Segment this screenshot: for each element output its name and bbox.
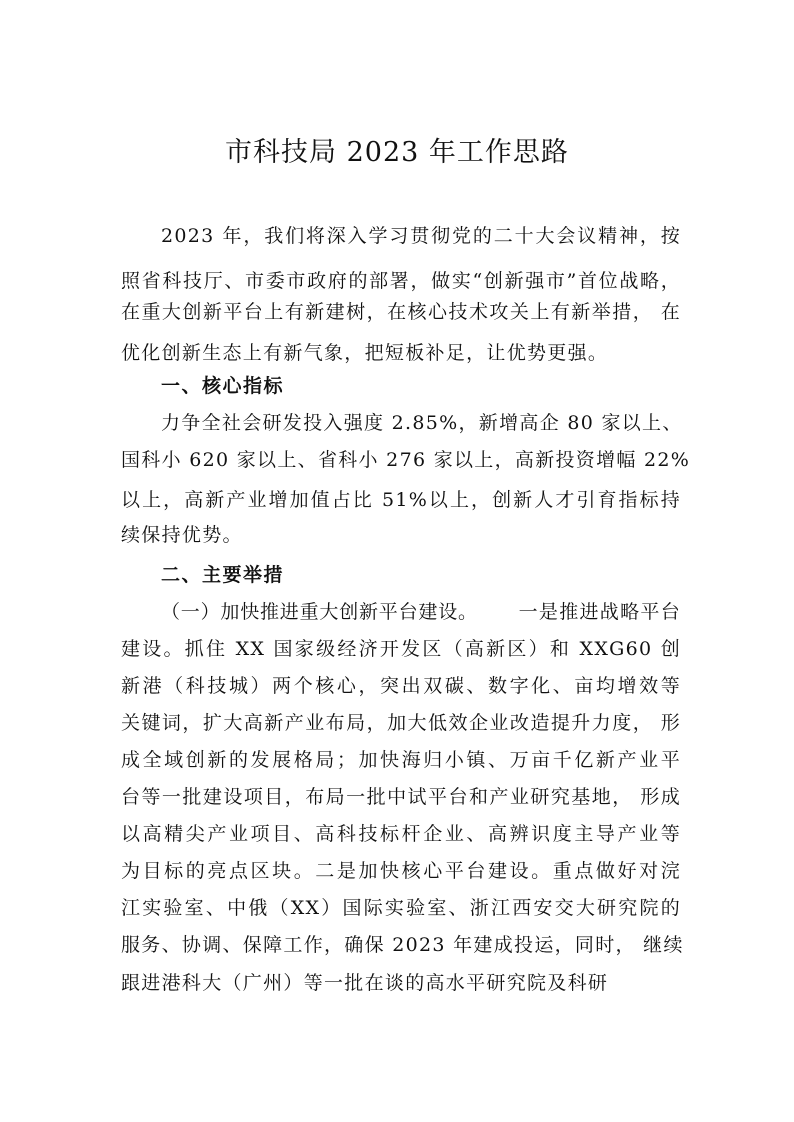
page-title: 市科技局 2023 年工作思路	[225, 137, 569, 168]
section2-line-6: 台等一批建设项目，布局一批中试平台和产业研究基地， 形成	[121, 786, 681, 808]
section2-line-11: 跟进港科大（广州）等一批在谈的高水平研究院及科研	[121, 972, 609, 994]
section2-line-7: 以高精尖产业项目、高科技标杆企业、高辨识度主导产业等	[121, 823, 681, 845]
section2-line-1-text: 一是推进战略平台	[518, 601, 681, 623]
intro-line-1: 2023 年，我们将深入学习贯彻党的二十大会议精神，按	[161, 225, 681, 247]
section2-line-4: 关键词，扩大高新产业布局，加大低效企业改造提升力度， 形	[121, 712, 681, 734]
section2-line-1	[161, 597, 681, 627]
intro-line-4: 优化创新生态上有新气象，把短板补足，让优势更强。	[121, 342, 609, 364]
section2-line-3: 新港（科技城）两个核心，突出双碳、数字化、亩均增效等	[121, 675, 681, 697]
subsection-heading: （一）加快推进重大创新平台建设。	[161, 601, 478, 623]
section1-line-4: 续保持优势。	[121, 524, 243, 546]
section1-line-3: 以上，高新产业增加值占比 51%以上，创新人才引育指标持	[121, 489, 681, 511]
section2-line-5: 成全域创新的发展格局；加快海归小镇、万亩千亿新产业平	[121, 749, 681, 771]
intro-line-3: 在重大创新平台上有新建树，在核心技术攻关上有新举措， 在	[121, 301, 681, 323]
section2-line-2: 建设。抓住 XX 国家级经济开发区（高新区）和 XXG60 创	[121, 638, 681, 660]
section1-line-1: 力争全社会研发投入强度 2.85%，新增高企 80 家以上、	[161, 412, 683, 434]
section2-line-10: 服务、协调、保障工作，确保 2023 年建成投运，同时， 继续	[121, 934, 684, 956]
section-heading-core-indicators: 一、核心指标	[161, 375, 285, 397]
section2-line-9: 江实验室、中俄（XX）国际实验室、浙江西安交大研究院的	[121, 897, 681, 919]
section1-line-2: 国科小 620 家以上、省科小 276 家以上，高新投资增幅 22%	[121, 449, 691, 471]
intro-line-2: 照省科技厅、市委市政府的部署，做实“创新强市”首位战略，	[121, 270, 681, 292]
section2-line-8: 为目标的亮点区块。二是加快核心平台建设。重点做好对浣	[121, 860, 681, 882]
section-heading-main-measures: 二、主要举措	[161, 564, 285, 586]
